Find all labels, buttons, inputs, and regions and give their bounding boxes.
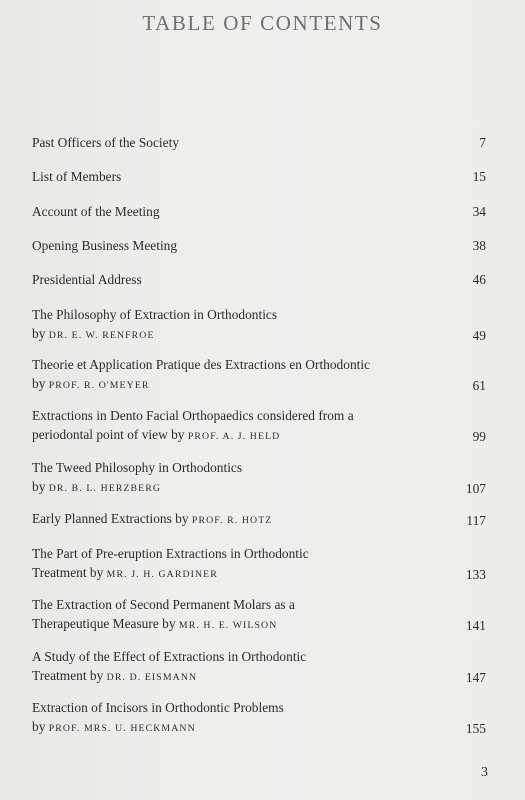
- toc-entry: [32, 698, 486, 738]
- toc-entry-byline: Treatment by DR. D. EISMANN: [32, 668, 198, 683]
- toc-entry-title: The Extraction of Second Permanent Molars as a: [32, 597, 295, 612]
- toc-entry: [32, 167, 486, 186]
- toc-author: DR. D. EISMANN: [106, 672, 198, 683]
- toc-entry: [32, 406, 486, 446]
- toc-entry: [32, 509, 486, 530]
- toc-page-number: 155: [465, 721, 486, 736]
- toc-page-number: 147: [465, 670, 486, 685]
- toc-entry-title: Extraction of Incisors in Orthodontic Problems: [32, 700, 284, 715]
- toc-page-number: 141: [465, 618, 486, 633]
- toc-page-number: 61: [472, 378, 486, 393]
- toc-author: PROF. MRS. U. HECKMANN: [48, 723, 196, 734]
- toc-entry-byline: by DR. E. W. RENFROE: [32, 326, 155, 341]
- toc-entry: [32, 305, 486, 345]
- toc-page-number: 117: [466, 513, 486, 528]
- toc-entry-title: List of Members: [32, 169, 122, 184]
- toc-entry-title: Theorie et Application Pratique des Extractions en Orthodontic: [32, 357, 371, 372]
- toc-entry-title: Presidential Address: [32, 272, 142, 287]
- toc-entry-byline: periodontal point of view by PROF. A. J. HELD: [32, 427, 281, 442]
- toc-entry: [32, 595, 486, 635]
- toc-entry-byline: Early Planned Extractions by PROF. R. HOTZ: [32, 511, 273, 526]
- toc-author: DR. B. L. HERZBERG: [48, 483, 162, 494]
- page-folio-number: 3: [481, 765, 488, 780]
- toc-entry: [32, 133, 486, 152]
- toc-entry-title: Past Officers of the Society: [32, 135, 180, 150]
- toc-entry-title: A Study of the Effect of Extractions in Orthodontic: [32, 649, 307, 664]
- toc-entry-title: The Philosophy of Extraction in Orthodontics: [32, 307, 278, 322]
- page-title: TABLE OF CONTENTS: [142, 11, 383, 35]
- toc-author: MR. H. E. WILSON: [178, 620, 278, 631]
- toc-page-number: 34: [472, 204, 486, 219]
- toc-page-number: 49: [472, 328, 486, 343]
- toc-entry: [32, 202, 486, 221]
- toc-entry: [32, 647, 486, 687]
- toc-page-number: 107: [465, 481, 486, 496]
- toc-entry-title: Account of the Meeting: [32, 204, 160, 219]
- toc-entry: [32, 544, 486, 584]
- toc-author: DR. E. W. RENFROE: [48, 330, 155, 341]
- toc-page-number: 99: [472, 429, 486, 444]
- toc-entry-title: The Tweed Philosophy in Orthodontics: [32, 460, 243, 475]
- toc-page-number: 7: [479, 135, 486, 150]
- toc-author: PROF. R. HOTZ: [191, 515, 273, 526]
- toc-entry-title: Extractions in Dento Facial Orthopaedics considered from a: [32, 408, 354, 423]
- toc-author: PROF. A. J. HELD: [187, 431, 281, 442]
- toc-entry-title: Opening Business Meeting: [32, 238, 178, 253]
- toc-entry-byline: by PROF. R. O'MEYER: [32, 376, 150, 391]
- toc-entry-byline: Therapeutique Measure by MR. H. E. WILSON: [32, 616, 278, 631]
- toc-entry-byline: by DR. B. L. HERZBERG: [32, 479, 162, 494]
- toc-entry: [32, 458, 486, 498]
- toc-author: MR. J. H. GARDINER: [106, 569, 218, 580]
- toc-entry-title: The Part of Pre-eruption Extractions in Orthodontic: [32, 546, 309, 561]
- toc-entry-byline: Treatment by MR. J. H. GARDINER: [32, 565, 218, 580]
- toc-page-number: 15: [472, 169, 486, 184]
- toc-page-number: 46: [472, 272, 486, 287]
- toc-page-number: 133: [465, 567, 486, 582]
- toc-entry: [32, 355, 486, 395]
- toc-entry: [32, 236, 486, 255]
- toc-page-number: 38: [472, 238, 486, 253]
- toc-entry: [32, 270, 486, 289]
- toc-entry-byline: by PROF. MRS. U. HECKMANN: [32, 719, 196, 734]
- toc-author: PROF. R. O'MEYER: [48, 380, 150, 391]
